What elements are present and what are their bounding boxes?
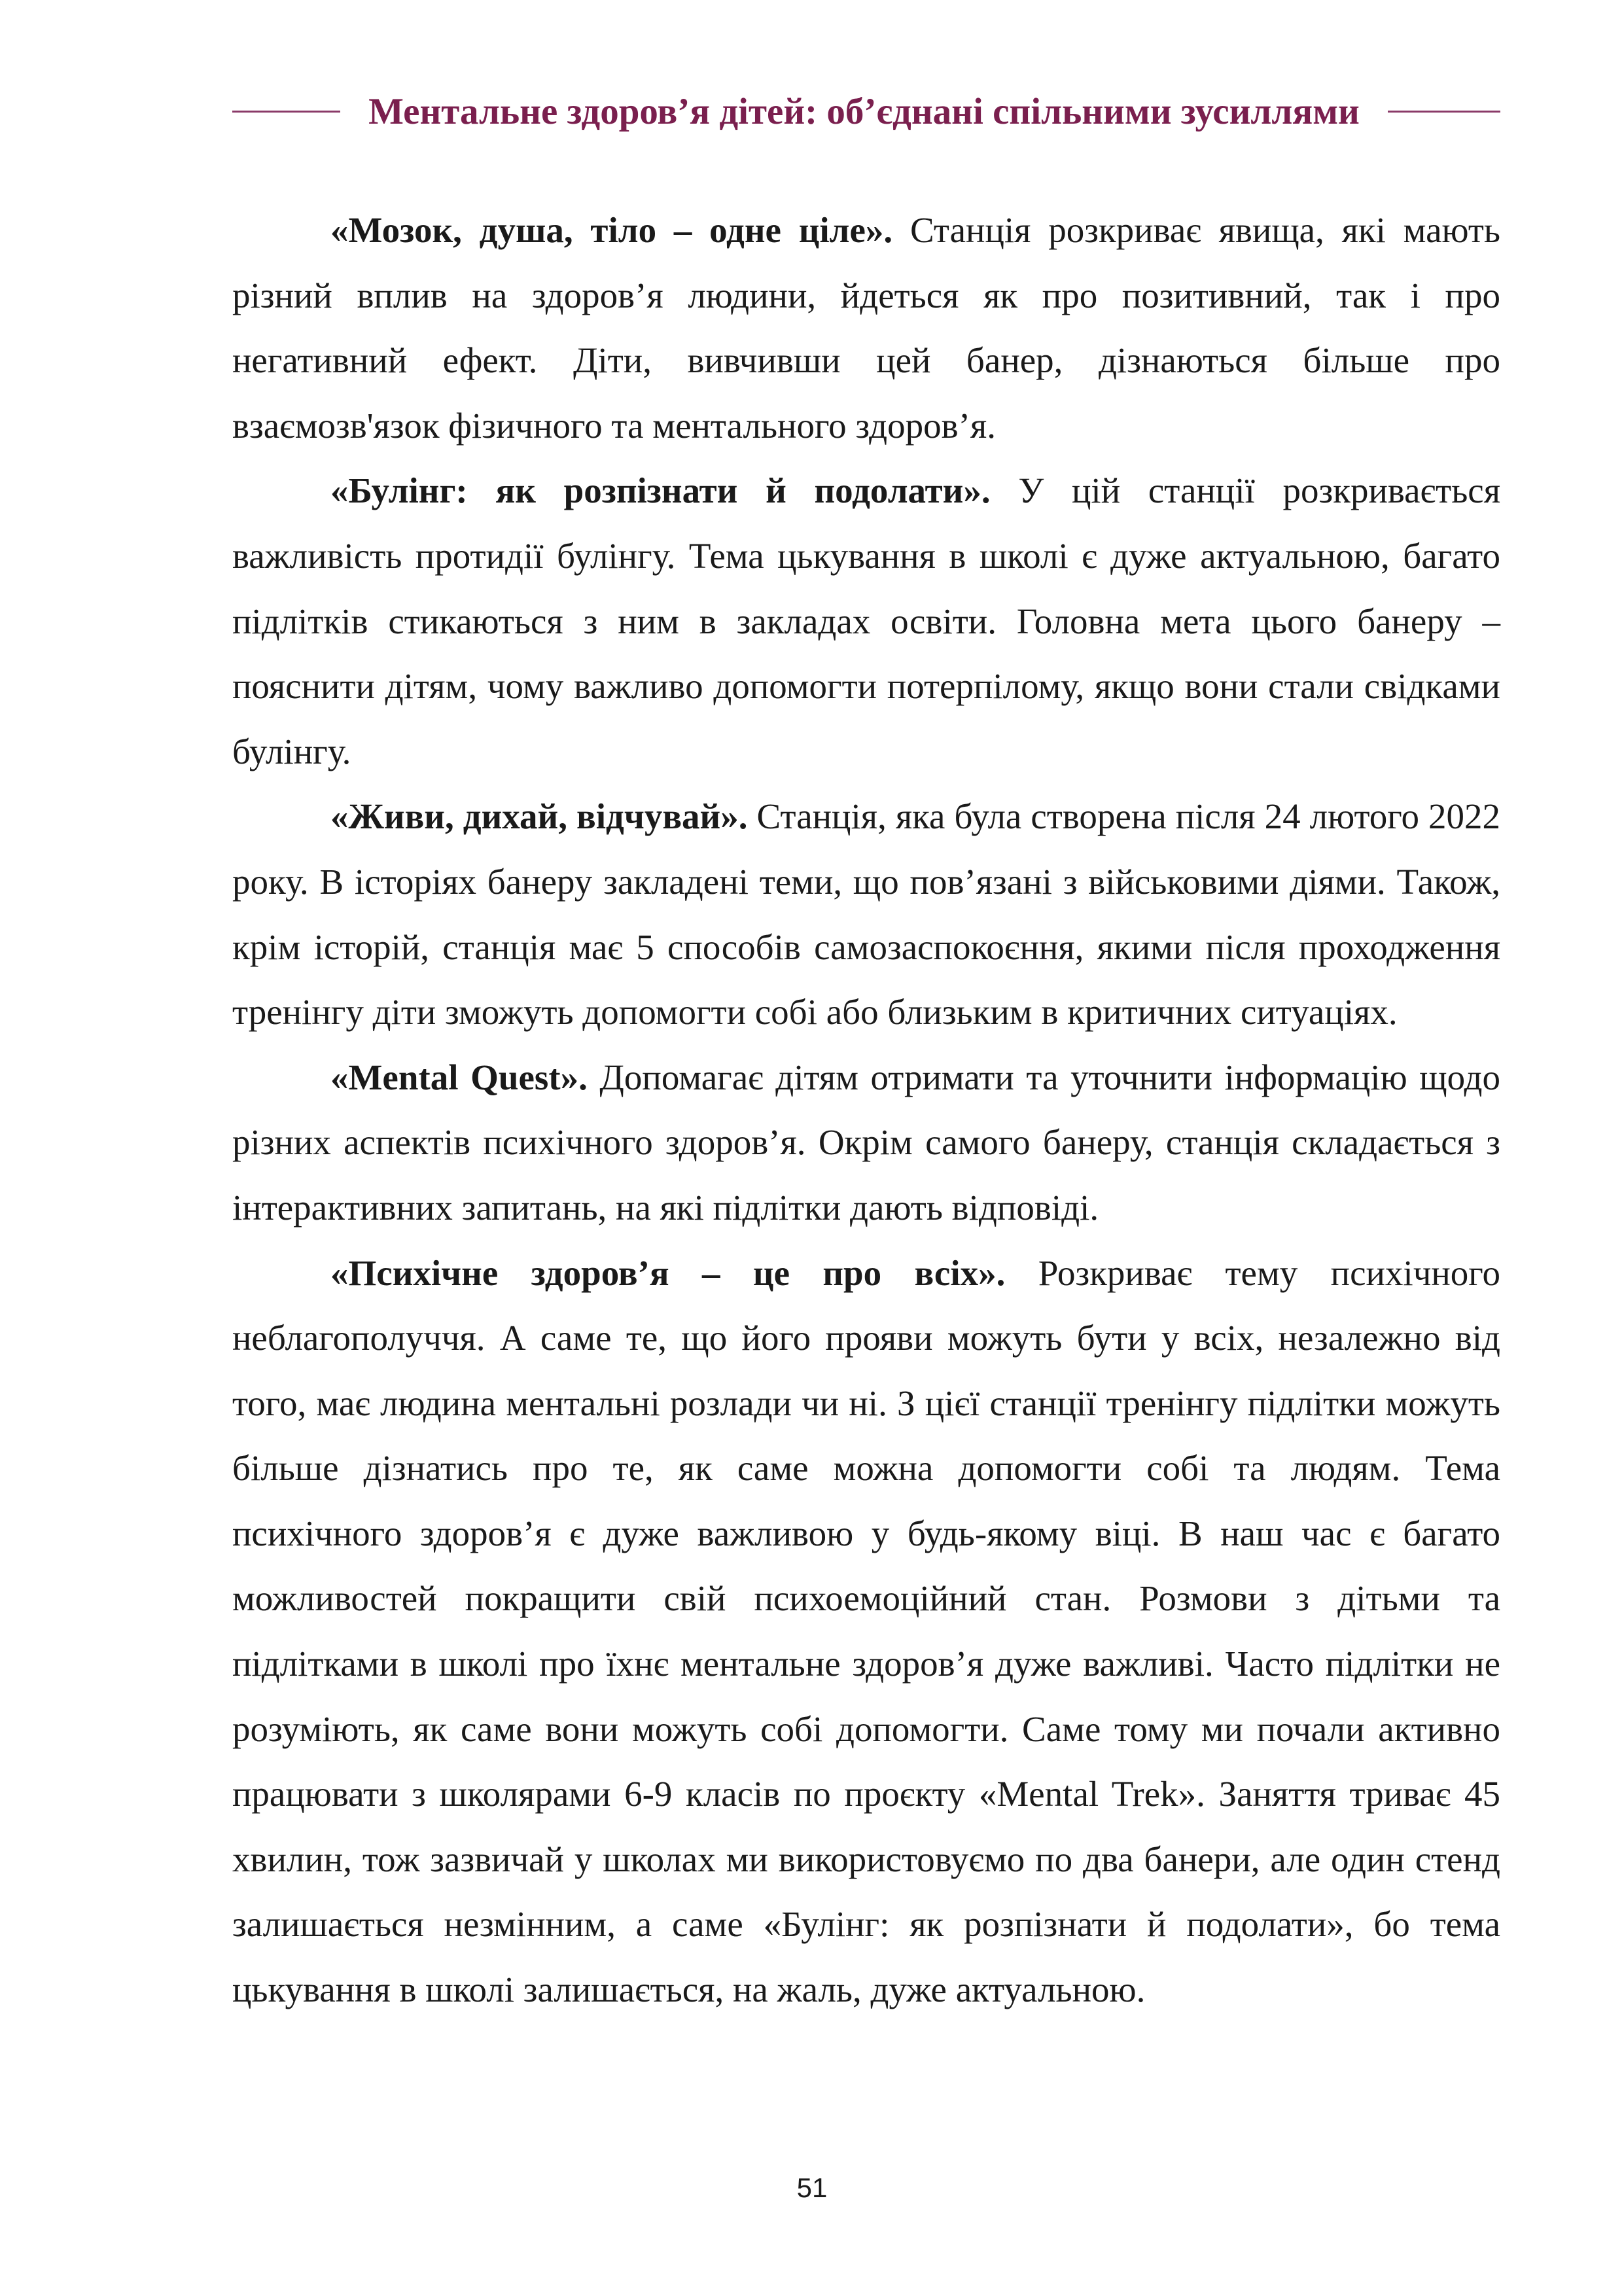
paragraph-text: Допомагає дітям отримати та уточнити інформацію щодо різних аспектів психічного здоров’я. Окрім самого банеру, станція складається з інтерактивних запитань, на які підлітки дають відповіді. [232,1057,1500,1227]
paragraph-text: Станція, яка була створена після 24 лютого 2022 року. В історіях банеру закладені теми, що пов’язані з військовими діями. Також, крім історій, станція має 5 способів самозаспокоєння, якими після проходження тренінгу діти зможуть допомогти собі або близьким в критичних ситуаціях. [232,796,1501,1033]
running-header [232,88,1500,134]
paragraph-bullying [232,458,1500,784]
header-rule-left [232,111,340,113]
paragraph-text: Розкриває тему психічного неблагополуччя. А саме те, що його прояви можуть бути у всіх, незалежно від того, має людина ментальні розлади чи ні. З цієї станції тренінгу підлітки можуть більше дізнатись про те, як саме можна допомогти собі та людям. Тема психічного здоров’я є дуже важливою у будь-якому віці. В наш час є багато можливостей покращити свій психоемоційний стан. Розмови з дітьми та підлітками в школі про їхнє ментальне здоров’я дуже важливі. Часто підлітки не розуміють, як саме вони можуть собі допомогти. Саме тому ми почали активно працювати з школярами 6-9 класів по проєкту «Mental Trek». Заняття триває 45 хвилин, тож зазвичай у школах ми використовуємо по два банери, але один стенд залишається незмінним, а саме «Булінг: як розпізнати й подолати», бо тема цькування в школі залишається, на жаль, дуже актуальною. [232,1252,1500,2010]
paragraph-lead: «Мозок, душа, тіло – одне ціле». [330,210,893,250]
page-number: 51 [796,2172,828,2203]
paragraph-text: У цій станції розкривається важливість протидії булінгу. Тема цькування в школі є дуже актуальною, багато підлітків стикаються з ним в закладах освіти. Головна мета цього банеру – пояснити дітям, чому важливо допомогти потерпілому, якщо вони стали свідками булінгу. [232,470,1500,771]
header-rule-right [1388,111,1500,113]
paragraph-mental-health-for-all [232,1241,1500,2022]
paragraph-mental-quest [232,1045,1500,1241]
paragraph-live-breathe-feel [232,784,1500,1044]
paragraph-lead: «Психічне здоров’я – це про всіх». [330,1252,1006,1293]
paragraph-lead: «Mental Quest». [330,1057,588,1097]
paragraph-lead: «Живи, дихай, відчувай». [330,796,748,837]
paragraph-lead: «Булінг: як розпізнати й подолати». [330,470,991,511]
paragraph-text: Станція розкриває явища, які мають різний вплив на здоров’я людини, йдеться як про позитивний, так і про негативний ефект. Діти, вивчивши цей банер, дізнаються більше про взаємозв'язок фізичного та ментального здоров’я. [232,210,1500,446]
page-title: Ментальне здоров’я дітей: об’єднані спільними зусиллями [368,90,1360,132]
document-body [232,198,1500,2022]
paragraph-brain-soul-body [232,198,1500,458]
